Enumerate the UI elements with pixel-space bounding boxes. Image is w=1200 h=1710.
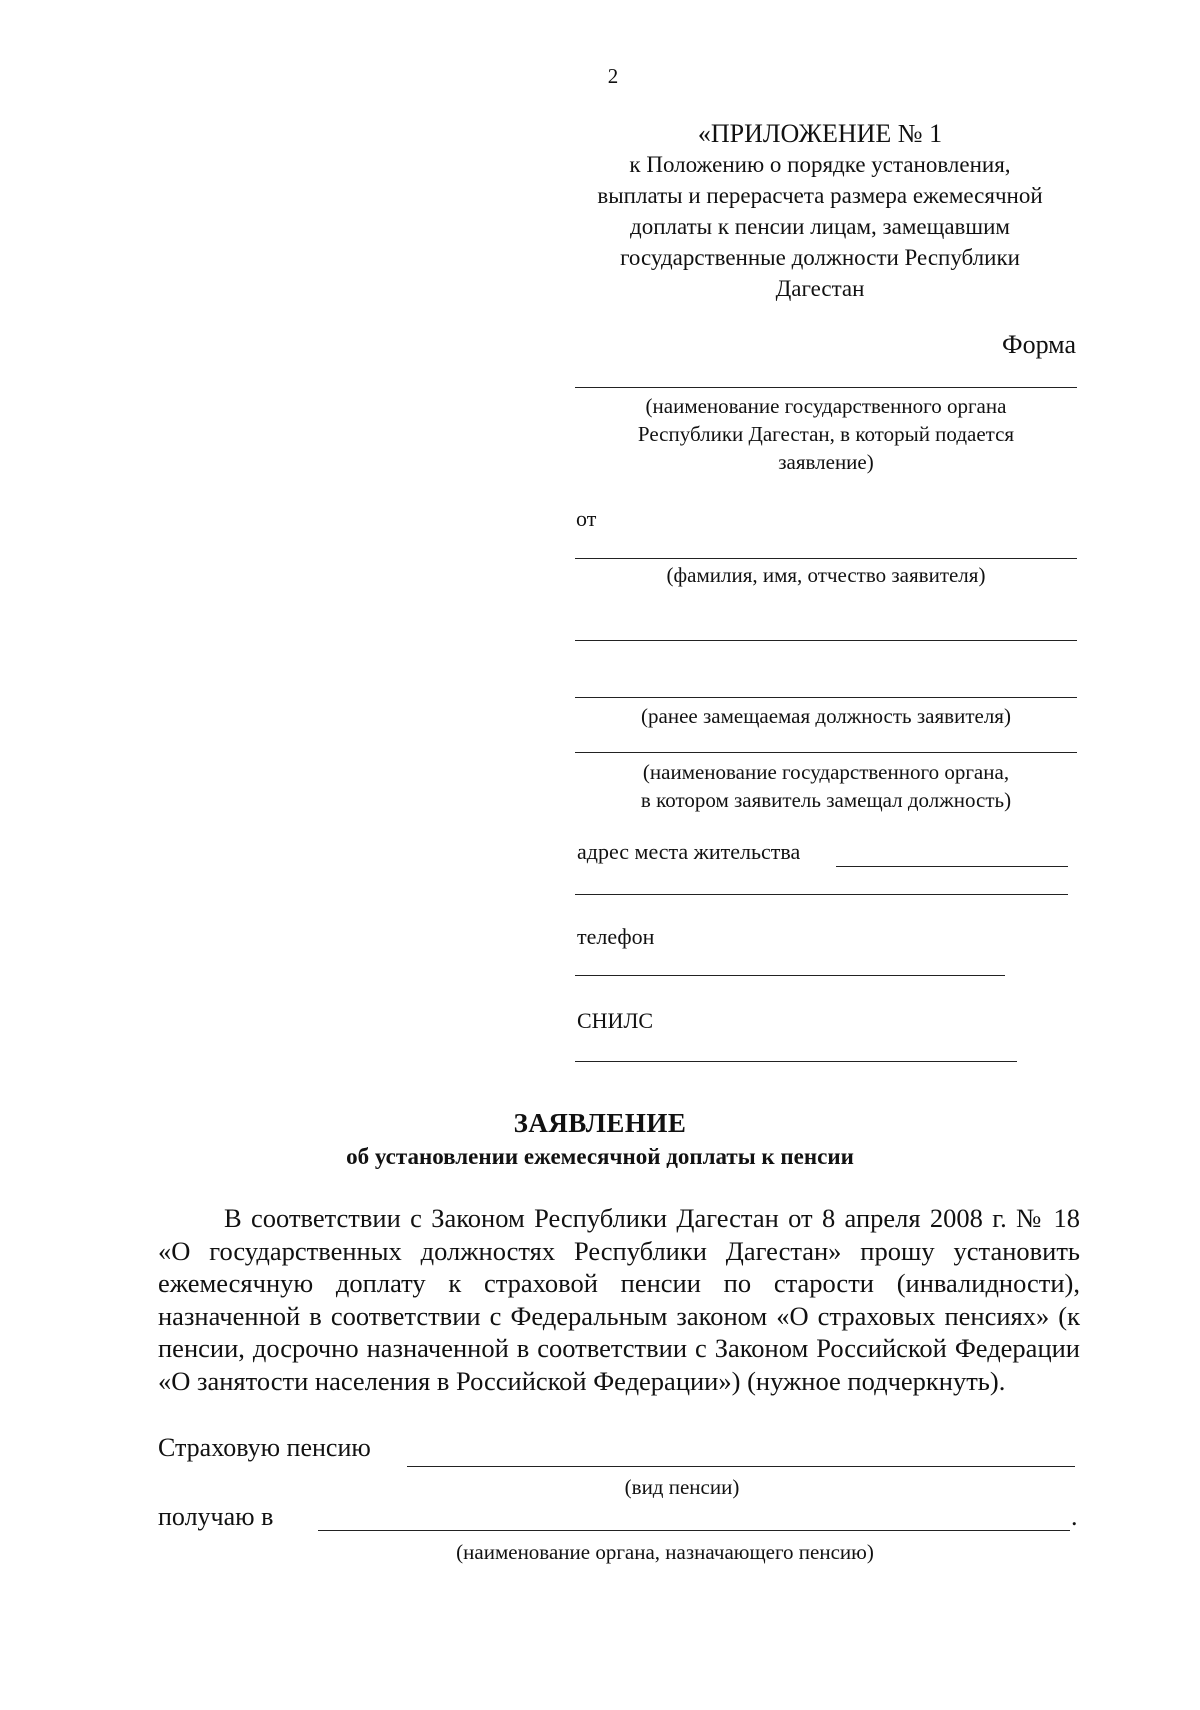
applicant-name-caption: (фамилия, имя, отчество заявителя) xyxy=(666,563,986,587)
body-paragraph xyxy=(158,1202,1080,1397)
pension-authority-field[interactable] xyxy=(318,1530,1070,1531)
annex-block xyxy=(560,118,1080,304)
annex-line: выплаты и перерасчета размера ежемесячной xyxy=(597,183,1043,208)
annex-line: к Положению о порядке установления, xyxy=(629,152,1011,177)
snils-label: СНИЛС xyxy=(577,1008,654,1033)
document-subtitle: об установлении ежемесячной доплаты к пенсии xyxy=(346,1144,854,1169)
pension-label: Страховую пенсию xyxy=(158,1433,371,1462)
body-paragraph-text: В соответствии с Законом Республики Дагестан от 8 апреля 2008 г. № 18 «О государственных должностях Республики Дагестан» прошу установить ежемесячную доплату к страховой пенсии по старости (инвалидности), назначенной в соответствии с Федеральным законом «О страховых пенсиях» (к пенсии, досрочно назначенной в соответствии с Законом Российской Федерации «О занятости населения в Российской Федерации») (нужное подчеркнуть). xyxy=(158,1203,1080,1396)
receive-trailing-period: . xyxy=(1071,1502,1078,1531)
address-label: адрес места жительства xyxy=(577,839,801,864)
employer-caption: (наименование государственного органа, в котором заявитель замещал должность) xyxy=(640,760,1012,812)
pension-type-field[interactable] xyxy=(407,1466,1075,1467)
org-name-caption: (наименование государственного органа Республики Дагестан, в который подается заявление) xyxy=(637,394,1015,474)
employer-field[interactable] xyxy=(575,752,1077,753)
from-label: от xyxy=(576,506,597,531)
snils-field[interactable] xyxy=(575,1061,1017,1062)
org-name-field[interactable] xyxy=(575,387,1077,388)
phone-field[interactable] xyxy=(575,975,1005,976)
annex-line: Дагестан xyxy=(775,276,865,301)
applicant-name-field[interactable] xyxy=(575,558,1077,559)
position-caption: (ранее замещаемая должность заявителя) xyxy=(641,704,1011,728)
form-label: Форма xyxy=(1002,330,1076,359)
phone-label: телефон xyxy=(577,924,655,949)
receive-label: получаю в xyxy=(158,1502,274,1531)
applicant-name-field-2[interactable] xyxy=(575,640,1077,641)
pension-type-caption: (вид пенсии) xyxy=(624,1475,740,1499)
annex-line: доплаты к пенсии лицам, замещавшим xyxy=(630,214,1010,239)
document-title: ЗАЯВЛЕНИЕ xyxy=(513,1108,687,1138)
annex-title: «ПРИЛОЖЕНИЕ № 1 xyxy=(697,119,943,148)
position-field[interactable] xyxy=(575,697,1077,698)
address-field[interactable] xyxy=(836,866,1068,867)
address-field-2[interactable] xyxy=(575,894,1068,895)
pension-authority-caption: (наименование органа, назначающего пенсию) xyxy=(456,1540,874,1564)
page-number: 2 xyxy=(607,64,619,88)
annex-line: государственные должности Республики xyxy=(620,245,1020,270)
